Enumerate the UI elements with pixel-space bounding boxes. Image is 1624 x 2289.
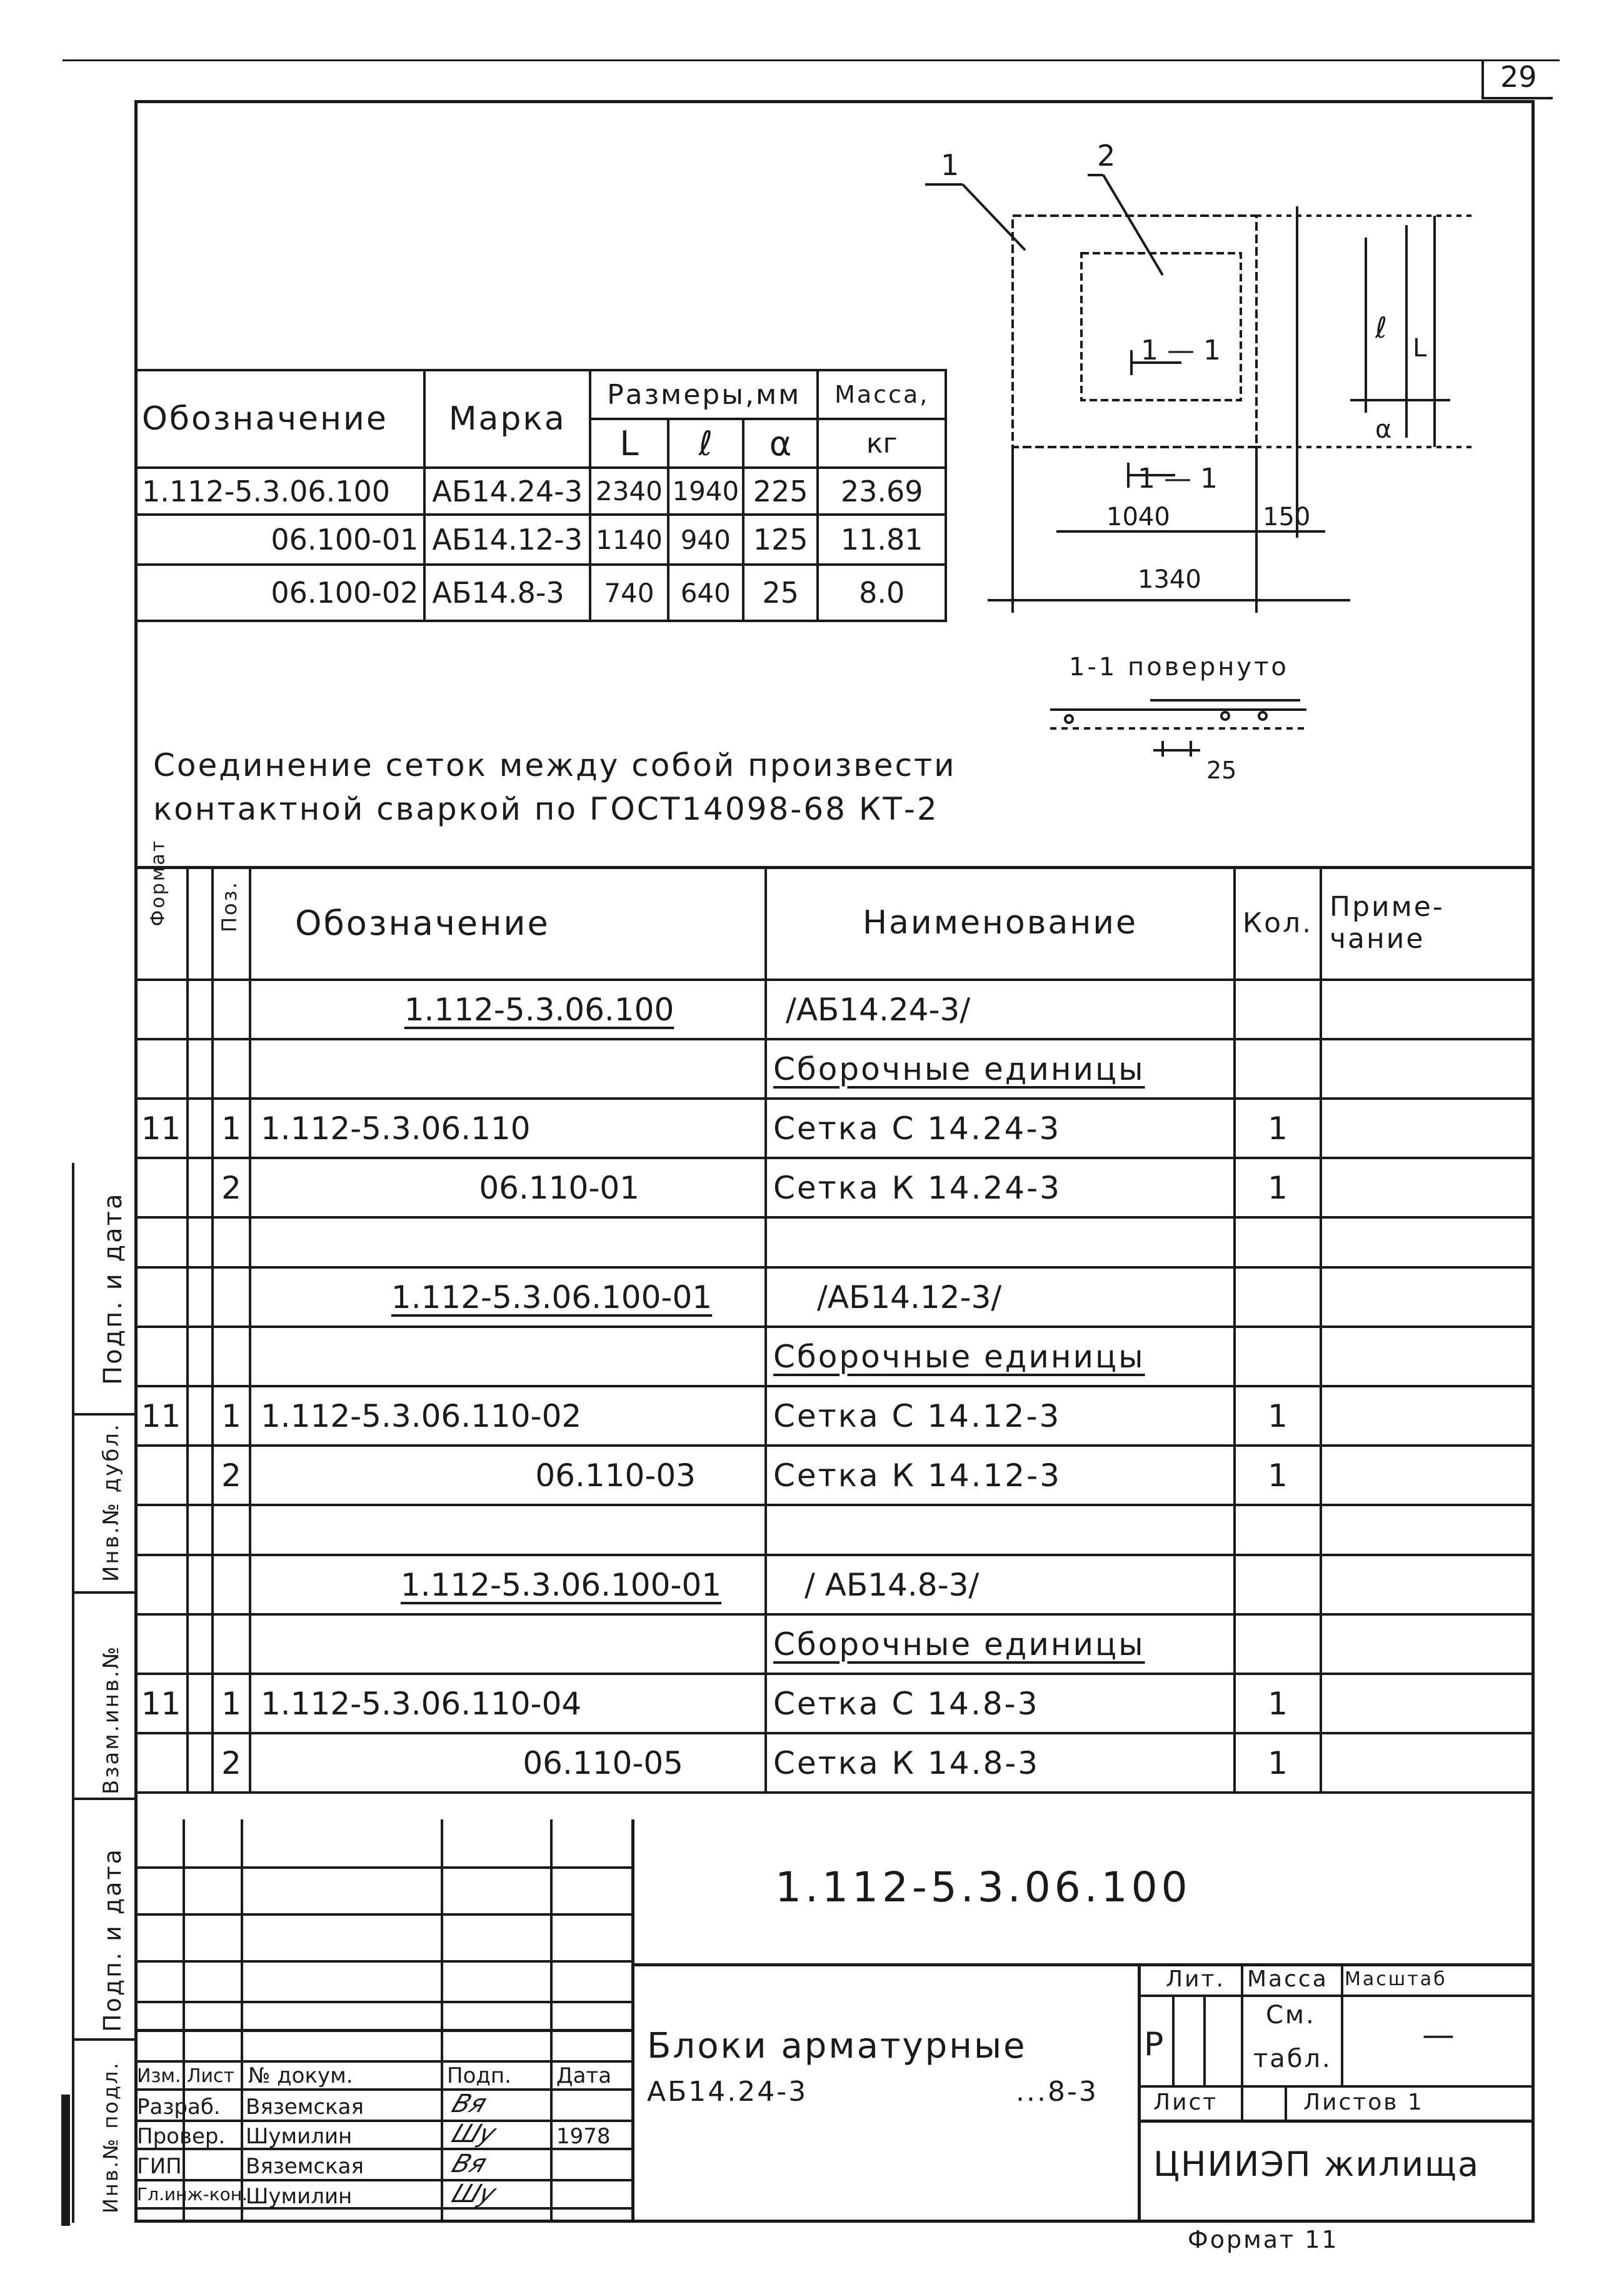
- spec-item-designation: 1.112-5.3.06.110-02: [250, 1386, 766, 1446]
- tb-title-line1: Блоки арматурные: [647, 2026, 1027, 2066]
- section-view-title: 1-1 повернуто: [1069, 653, 1289, 682]
- dim-1340-label: 1340: [1138, 565, 1201, 594]
- dims-row: [134, 515, 946, 565]
- dims-cell-mass: 8.0: [818, 565, 946, 621]
- tb-scale-value: —: [1422, 2016, 1455, 2054]
- spec-item-row: [136, 1674, 1533, 1733]
- side-stamp-divider-1: [72, 1413, 134, 1416]
- side-stamp-black-bar: [61, 2095, 70, 2226]
- spec-blank-row: [136, 1217, 1533, 1267]
- dims-cell-designation: 06.100-02: [134, 565, 424, 621]
- spec-item-name: Сетка К 14.24-3: [766, 1158, 1235, 1217]
- spec-header-format: Формат: [147, 838, 169, 926]
- dims-header-sizes: Размеры,мм: [590, 370, 818, 419]
- tb-title-line2: АБ14.24-3: [647, 2076, 808, 2108]
- spec-blank-row: [136, 1505, 1533, 1555]
- spec-item-qty: 1: [1235, 1733, 1321, 1793]
- tb-mass-value-l1: См.: [1266, 2001, 1316, 2030]
- tb-role: Гл.инж-кон.: [137, 2184, 248, 2205]
- dim-25-label: 25: [1206, 757, 1237, 784]
- spec-item-row: [136, 1158, 1533, 1217]
- dims-cell-designation: 1.112-5.3.06.100: [134, 468, 424, 515]
- spec-item-row: [136, 1386, 1533, 1446]
- spec-item-name: Сетка К 14.8-3: [766, 1733, 1235, 1793]
- spec-item-qty: 1: [1235, 1099, 1321, 1158]
- dim-150-label: 150: [1263, 503, 1311, 531]
- note-line-1: Соединение сеток между собой произвести: [153, 747, 956, 783]
- side-stamp-line: [72, 1163, 74, 2223]
- tb-date: 1978: [556, 2124, 611, 2149]
- side-stamp-replace-inv: Взам.инв.№: [99, 1644, 124, 1794]
- tb-col-list: Лист: [187, 2065, 235, 2087]
- spec-item-format: [136, 1158, 188, 1217]
- spec-section-row: [136, 1327, 1533, 1386]
- spec-header-pos: Поз.: [218, 880, 241, 932]
- spec-item-format: 11: [136, 1386, 188, 1446]
- tb-sheets-label: Листов 1: [1303, 2090, 1424, 2115]
- tb-lit-label: Лит.: [1166, 1966, 1225, 1992]
- spec-item-qty: 1: [1235, 1674, 1321, 1733]
- spec-item-designation: 1.112-5.3.06.110: [250, 1099, 766, 1158]
- dims-cell-a: 25: [743, 565, 818, 621]
- dims-cell-l: 940: [668, 515, 743, 565]
- dims-header-L: L: [590, 419, 668, 468]
- dims-cell-mass: 23.69: [818, 468, 946, 515]
- spec-item-name: Сетка С 14.24-3: [766, 1099, 1235, 1158]
- tb-person: Вяземская: [246, 2154, 364, 2179]
- spec-section-label: Сборочные единицы: [773, 1338, 1145, 1375]
- spec-item-name: Сетка К 14.12-3: [766, 1446, 1235, 1505]
- tb-scale-label: Масштаб: [1345, 1968, 1447, 1990]
- tb-organization: ЦНИИЭП жилища: [1153, 2145, 1480, 2184]
- dims-cell-a: 225: [743, 468, 818, 515]
- spec-item-row: [136, 1446, 1533, 1505]
- callout-1-label: 1: [941, 148, 960, 182]
- tb-signature: Шу: [448, 2180, 500, 2208]
- side-stamp-dup-inv: Инв.№ дубл.: [99, 1422, 124, 1582]
- tb-signature: Вя: [448, 2150, 491, 2178]
- spec-group-code: 1.112-5.3.06.100-01: [400, 1566, 722, 1603]
- sheet-number: 29: [1500, 60, 1537, 94]
- dims-header-unit: кг: [818, 419, 946, 468]
- tb-mass-value-l2: табл.: [1253, 2045, 1332, 2073]
- spec-header-designation: Обозначение: [250, 867, 766, 980]
- dims-cell-l: 1940: [668, 468, 743, 515]
- spec-group-mark: /АБ14.24-3/: [766, 980, 1235, 1039]
- callout-2-label: 2: [1097, 139, 1116, 173]
- spec-section-label: Сборочные единицы: [773, 1050, 1145, 1087]
- tb-role: Провер.: [137, 2124, 226, 2149]
- dims-cell-mark: АБ14.12-3: [424, 515, 590, 565]
- tb-person: Шумилин: [246, 2124, 353, 2149]
- spec-item-qty: 1: [1235, 1386, 1321, 1446]
- dims-cell-a: 125: [743, 515, 818, 565]
- spec-item-pos: 2: [213, 1733, 250, 1793]
- spec-section-row: [136, 1039, 1533, 1099]
- tb-person: Вяземская: [246, 2095, 364, 2120]
- spec-section-label: Сборочные единицы: [773, 1626, 1145, 1663]
- dims-cell-mark: АБ14.24-3: [424, 468, 590, 515]
- dim-1040-label: 1040: [1106, 503, 1170, 531]
- spec-item-pos: 1: [213, 1099, 250, 1158]
- spec-item-designation: 1.112-5.3.06.110-04: [250, 1674, 766, 1733]
- spec-item-format: 11: [136, 1674, 188, 1733]
- spec-group-mark: /АБ14.12-3/: [766, 1267, 1235, 1327]
- spec-item-format: [136, 1733, 188, 1793]
- dims-cell-l: 640: [668, 565, 743, 621]
- spec-item-qty: 1: [1235, 1158, 1321, 1217]
- spec-header-name: Наименование: [766, 867, 1235, 980]
- tb-lit-value: Р: [1144, 2026, 1164, 2063]
- spec-item-name: Сетка С 14.8-3: [766, 1674, 1235, 1733]
- spec-item-pos: 2: [213, 1446, 250, 1505]
- tb-role: ГИП: [137, 2154, 182, 2179]
- tb-title-line2-tail: ...8-3: [1016, 2076, 1098, 2108]
- spec-group-row: [136, 1267, 1533, 1327]
- dims-row: [134, 468, 946, 515]
- bottom-format-label: Формат 11: [1188, 2226, 1339, 2253]
- tb-signature: Шу: [448, 2120, 500, 2148]
- specification-table: [136, 838, 1533, 1794]
- spec-item-name: Сетка С 14.12-3: [766, 1386, 1235, 1446]
- spec-header-row: [136, 867, 1533, 980]
- dims-row: [134, 565, 946, 621]
- tb-role: Разраб.: [137, 2095, 221, 2120]
- spec-group-mark: / АБ14.8-3/: [766, 1555, 1235, 1614]
- spec-group-code: 1.112-5.3.06.100-01: [391, 1279, 713, 1316]
- side-stamp-sign-date-bottom: Подп. и дата: [99, 1848, 126, 2032]
- outer-mesh-outline: [1013, 216, 1256, 447]
- dim-l-label: ℓ: [1375, 311, 1388, 345]
- spec-group-row: [136, 980, 1533, 1039]
- spec-item-pos: 1: [213, 1674, 250, 1733]
- spec-item-qty: 1: [1235, 1446, 1321, 1505]
- mesh-block-drawing: [941, 125, 1525, 794]
- tb-signature: Вя: [448, 2090, 491, 2118]
- dims-cell-mark: АБ14.8-3: [424, 565, 590, 621]
- spec-item-row: [136, 1733, 1533, 1793]
- side-stamp-sign-date-top: Подп. и дата: [99, 1192, 128, 1385]
- spec-group-row: [136, 1555, 1533, 1614]
- spec-item-designation: 06.110-01: [250, 1158, 766, 1217]
- note-line-2: контактной сваркой по ГОСТ14098-68 КТ-2: [153, 791, 939, 827]
- spec-section-row: [136, 1614, 1533, 1674]
- dims-cell-L: 1140: [590, 515, 668, 565]
- dims-cell-mass: 11.81: [818, 515, 946, 565]
- spec-item-designation: 06.110-05: [250, 1733, 766, 1793]
- spec-item-row: [136, 1099, 1533, 1158]
- dim-L-label: L: [1413, 334, 1427, 363]
- dims-header-mass: Масса,: [818, 370, 946, 419]
- spec-item-pos: 1: [213, 1386, 250, 1446]
- dims-cell-designation: 06.100-01: [134, 515, 424, 565]
- dims-cell-L: 740: [590, 565, 668, 621]
- title-block: [134, 1819, 1535, 2223]
- inner-mesh-outline: [1081, 253, 1241, 400]
- tb-col-izm: Изм.: [137, 2065, 181, 2087]
- spec-item-pos: 2: [213, 1158, 250, 1217]
- inner-section-label: 1 — 1: [1141, 335, 1221, 366]
- spec-item-format: 11: [136, 1099, 188, 1158]
- spec-header-note-l1: Приме-: [1330, 891, 1445, 923]
- tb-sheet-label: Лист: [1153, 2090, 1218, 2115]
- tb-col-date: Дата: [556, 2063, 612, 2088]
- dim-a-label: α: [1375, 415, 1392, 444]
- spec-header-note: [1321, 867, 1533, 980]
- dims-header-mark: Марка: [424, 370, 590, 468]
- spec-item-designation: 06.110-03: [250, 1446, 766, 1505]
- spec-item-format: [136, 1446, 188, 1505]
- tb-mass-label: Масса: [1247, 1966, 1328, 1992]
- title-doc-code: 1.112-5.3.06.100: [775, 1863, 1191, 1911]
- side-stamp-divider-4: [72, 2038, 134, 2041]
- side-stamp-divider-2: [72, 1591, 134, 1594]
- tb-col-doc: № докум.: [248, 2063, 353, 2088]
- dims-header-l: ℓ: [668, 419, 743, 468]
- tb-person: Шумилин: [246, 2184, 353, 2209]
- dims-header-a: α: [743, 419, 818, 468]
- top-border: [63, 59, 1560, 61]
- tb-col-sign: Подп.: [447, 2063, 511, 2088]
- dims-cell-L: 2340: [590, 468, 668, 515]
- spec-group-code: 1.112-5.3.06.100: [404, 991, 674, 1028]
- spec-header-qty: Кол.: [1235, 867, 1321, 980]
- callout-2-leader: [1103, 175, 1163, 275]
- dimensions-table: [134, 369, 947, 622]
- side-stamp-orig-inv: Инв.№ подл.: [99, 2061, 123, 2213]
- spec-header-note-l2: чание: [1330, 923, 1425, 955]
- dims-header-designation: Обозначение: [134, 370, 424, 468]
- outer-section-label: 1 — 1: [1138, 463, 1218, 495]
- side-stamp-divider-3: [72, 1798, 134, 1800]
